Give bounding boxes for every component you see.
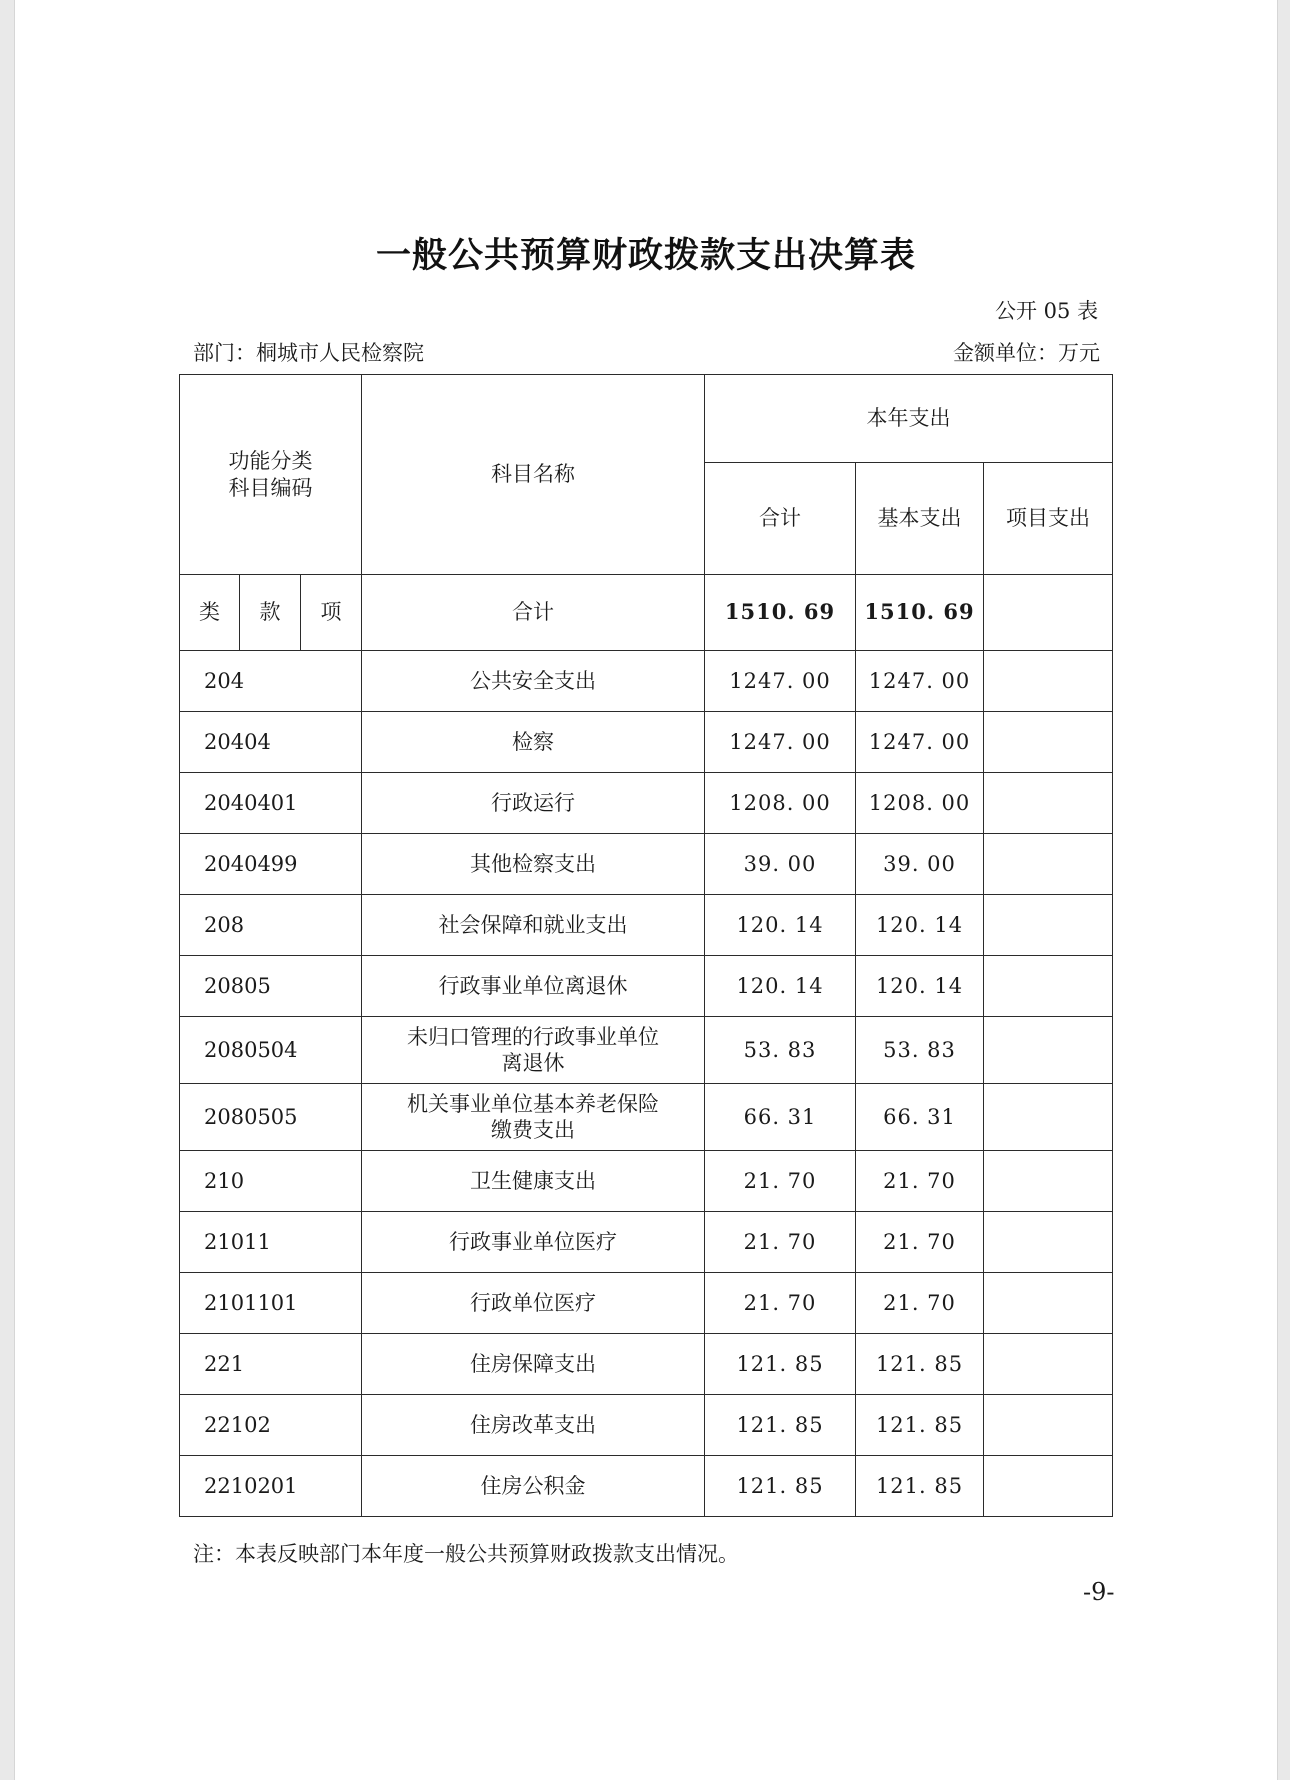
row-subject-name-line1: 未归口管理的行政事业单位 [407, 1024, 660, 1049]
row-subject-name-line1: 住房改革支出 [470, 1412, 597, 1437]
row-subject-name-line1: 卫生健康支出 [470, 1168, 597, 1193]
row-code: 2040401 [180, 773, 362, 834]
row-total: 53. 83 [705, 1017, 856, 1084]
row-total: 66. 31 [705, 1084, 856, 1151]
total-amount: 1510. 69 [705, 575, 856, 651]
unit-label: 金额单位：万元 [953, 341, 1100, 365]
row-code: 2080505 [180, 1084, 362, 1151]
row-code: 221 [180, 1334, 362, 1395]
header-section: 款 [240, 575, 301, 651]
row-basic: 120. 14 [856, 956, 984, 1017]
row-project [984, 895, 1113, 956]
header-total: 合计 [705, 463, 856, 575]
row-total: 1208. 00 [705, 773, 856, 834]
row-code: 20404 [180, 712, 362, 773]
row-code: 20805 [180, 956, 362, 1017]
row-basic: 120. 14 [856, 895, 984, 956]
row-basic: 1208. 00 [856, 773, 984, 834]
row-basic: 1247. 00 [856, 651, 984, 712]
footnote: 注：本表反映部门本年度一般公共预算财政拨款支出情况。 [193, 1542, 739, 1566]
row-basic: 121. 85 [856, 1334, 984, 1395]
row-basic: 66. 31 [856, 1084, 984, 1151]
row-total: 121. 85 [705, 1395, 856, 1456]
table-row [180, 1017, 1113, 1084]
header-item: 项 [301, 575, 362, 651]
row-code: 2080504 [180, 1017, 362, 1084]
row-project [984, 1212, 1113, 1273]
header-basic: 基本支出 [856, 463, 984, 575]
page-title: 一般公共预算财政拨款支出决算表 [375, 236, 916, 276]
row-code: 21011 [180, 1212, 362, 1273]
row-subject-name-line1: 行政运行 [491, 790, 576, 815]
row-subject-name [362, 712, 705, 773]
row-total: 1247. 00 [705, 651, 856, 712]
row-code: 204 [180, 651, 362, 712]
row-project [984, 1273, 1113, 1334]
budget-table [179, 374, 1113, 1517]
row-total: 39. 00 [705, 834, 856, 895]
row-basic: 39. 00 [856, 834, 984, 895]
header-code-line1: 功能分类 [228, 449, 313, 474]
row-basic: 1247. 00 [856, 712, 984, 773]
row-basic: 21. 70 [856, 1273, 984, 1334]
row-project [984, 1017, 1113, 1084]
row-code: 22102 [180, 1395, 362, 1456]
header-class: 类 [180, 575, 240, 651]
row-project [984, 1395, 1113, 1456]
row-subject-name-line2: 缴费支出 [491, 1118, 576, 1142]
row-code: 2040499 [180, 834, 362, 895]
row-basic: 121. 85 [856, 1395, 984, 1456]
row-project [984, 834, 1113, 895]
row-basic: 21. 70 [856, 1212, 984, 1273]
table-row [180, 1456, 1113, 1517]
total-project [984, 575, 1113, 651]
row-subject-name-line1: 行政事业单位医疗 [449, 1229, 618, 1254]
page-number: -9- [1083, 1578, 1115, 1606]
row-total: 121. 85 [705, 1456, 856, 1517]
row-project [984, 773, 1113, 834]
table-row [180, 712, 1113, 773]
table-row [180, 1212, 1113, 1273]
total-basic: 1510. 69 [856, 575, 984, 651]
row-code: 2210201 [180, 1456, 362, 1517]
row-subject-name-line1: 检察 [512, 729, 555, 754]
row-subject-name [362, 773, 705, 834]
row-subject-name-line1: 公共安全支出 [470, 668, 597, 693]
header-project: 项目支出 [984, 463, 1113, 575]
table-row [180, 956, 1113, 1017]
table-row [180, 773, 1113, 834]
row-subject-name [362, 1212, 705, 1273]
row-subject-name [362, 1151, 705, 1212]
row-subject-name [362, 1273, 705, 1334]
row-code: 210 [180, 1151, 362, 1212]
table-row [180, 834, 1113, 895]
table-row [180, 1084, 1113, 1151]
row-project [984, 1334, 1113, 1395]
row-subject-name-line1: 机关事业单位基本养老保险 [407, 1091, 660, 1116]
header-code-line2: 科目编码 [228, 475, 313, 500]
row-total: 1247. 00 [705, 712, 856, 773]
header-code-cell [180, 375, 362, 575]
row-project [984, 956, 1113, 1017]
row-total: 120. 14 [705, 956, 856, 1017]
row-project [984, 712, 1113, 773]
row-subject-name-line1: 其他检察支出 [470, 851, 597, 876]
row-subject-name [362, 956, 705, 1017]
row-subject-name [362, 1017, 705, 1084]
row-subject-name-line1: 住房公积金 [480, 1473, 586, 1498]
form-number: 公开 05 表 [995, 299, 1099, 323]
table-row [180, 895, 1113, 956]
row-basic: 121. 85 [856, 1456, 984, 1517]
row-project [984, 1151, 1113, 1212]
row-code: 2101101 [180, 1273, 362, 1334]
row-subject-name [362, 1334, 705, 1395]
total-label: 合计 [362, 575, 705, 651]
row-project [984, 651, 1113, 712]
row-subject-name [362, 651, 705, 712]
row-total: 21. 70 [705, 1151, 856, 1212]
row-total: 120. 14 [705, 895, 856, 956]
row-subject-name [362, 895, 705, 956]
table-row [180, 1151, 1113, 1212]
row-project [984, 1456, 1113, 1517]
row-basic: 53. 83 [856, 1017, 984, 1084]
row-total: 21. 70 [705, 1212, 856, 1273]
total-row [180, 575, 1113, 651]
row-subject-name [362, 834, 705, 895]
row-basic: 21. 70 [856, 1151, 984, 1212]
table-row [180, 1334, 1113, 1395]
header-current-year: 本年支出 [705, 375, 1113, 463]
row-subject-name-line1: 社会保障和就业支出 [438, 912, 628, 937]
row-subject-name-line2: 离退休 [501, 1051, 565, 1075]
row-project [984, 1084, 1113, 1151]
row-total: 21. 70 [705, 1273, 856, 1334]
table-row [180, 651, 1113, 712]
document-page [14, 0, 1278, 1780]
row-subject-name-line1: 住房保障支出 [470, 1351, 597, 1376]
department-label: 部门：桐城市人民检察院 [193, 341, 424, 365]
row-total: 121. 85 [705, 1334, 856, 1395]
row-subject-name [362, 1084, 705, 1151]
row-subject-name-line1: 行政事业单位离退休 [438, 973, 628, 998]
header-subject-name: 科目名称 [362, 375, 705, 575]
table-row [180, 1273, 1113, 1334]
row-subject-name [362, 1395, 705, 1456]
row-code: 208 [180, 895, 362, 956]
row-subject-name [362, 1456, 705, 1517]
table-row [180, 1395, 1113, 1456]
header-row-1 [180, 375, 1113, 463]
row-subject-name-line1: 行政单位医疗 [470, 1290, 597, 1315]
